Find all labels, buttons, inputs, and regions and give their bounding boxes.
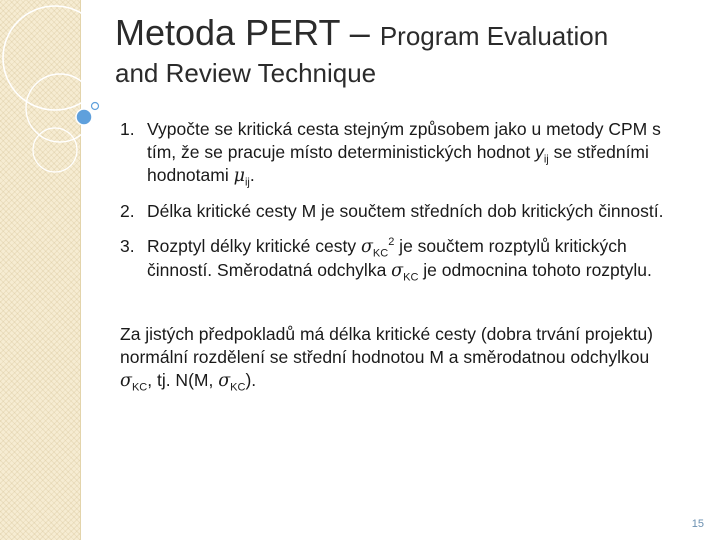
- list-item-text: .: [249, 165, 255, 185]
- page-number: 15: [691, 518, 704, 530]
- summary-paragraph: [120, 323, 685, 393]
- symbol-mu: μ: [233, 166, 245, 186]
- list-item-2: [120, 200, 685, 223]
- subscript-kc: KC: [372, 247, 389, 260]
- decorative-arc-medium: [26, 74, 94, 142]
- subscript-kc: KC: [230, 381, 246, 394]
- title-part-second-line: and Review Technique: [115, 58, 377, 89]
- list-item-text: se středními hodnotami: [147, 142, 649, 185]
- symbol-sigma: σ: [360, 237, 373, 257]
- list-item-number: 2.: [120, 201, 135, 221]
- subscript-ij: ij: [543, 153, 549, 166]
- list-item-text: Rozptyl délky kritické cesty: [147, 236, 361, 256]
- list-item-text: je odmocnina tohoto rozptylu.: [418, 260, 652, 280]
- title-part-main: Metoda PERT –: [115, 12, 380, 53]
- subscript-ij: ij: [244, 176, 250, 189]
- variable-y: y: [535, 142, 544, 162]
- symbol-sigma: σ: [218, 371, 231, 391]
- subscript-kc: KC: [403, 271, 419, 284]
- decorative-bubble-large-icon: [76, 109, 92, 125]
- subscript-kc: KC: [131, 381, 148, 394]
- paragraph-text: ).: [245, 370, 257, 390]
- title-part-subtitle: Program Evaluation: [379, 21, 609, 51]
- list-item-number: 1.: [120, 119, 135, 139]
- superscript-2: 2: [388, 236, 395, 249]
- list-item-text: Vypočte se kritická cesta stejným způsobem jako u metody CPM s tím, že se pracuje místo deterministických hodnot: [147, 119, 661, 162]
- slide-content: [120, 118, 685, 393]
- decorative-arc-small: [33, 128, 77, 172]
- paragraph-text: Za jistých předpokladů má délka kritické cesty (dobra trvání projektu) normální rozdělení se střední hodnotou M a směrodatnou odchylkou: [120, 324, 654, 367]
- symbol-sigma: σ: [391, 261, 404, 281]
- symbol-sigma: σ: [120, 371, 132, 391]
- paragraph-text: , tj. N(M,: [147, 370, 219, 390]
- list-item-text: je součtem rozptylů kritických činností. Směrodatná odchylka: [147, 236, 627, 280]
- slide-title: [115, 12, 705, 89]
- list-item-number: 3.: [120, 236, 135, 256]
- decorative-bubble-small-icon: [92, 103, 99, 110]
- list-item-1: [120, 118, 685, 188]
- list-item-text: Délka kritické cesty M je součtem středních dob kritických činností.: [147, 201, 664, 221]
- list-item-3: [120, 235, 685, 283]
